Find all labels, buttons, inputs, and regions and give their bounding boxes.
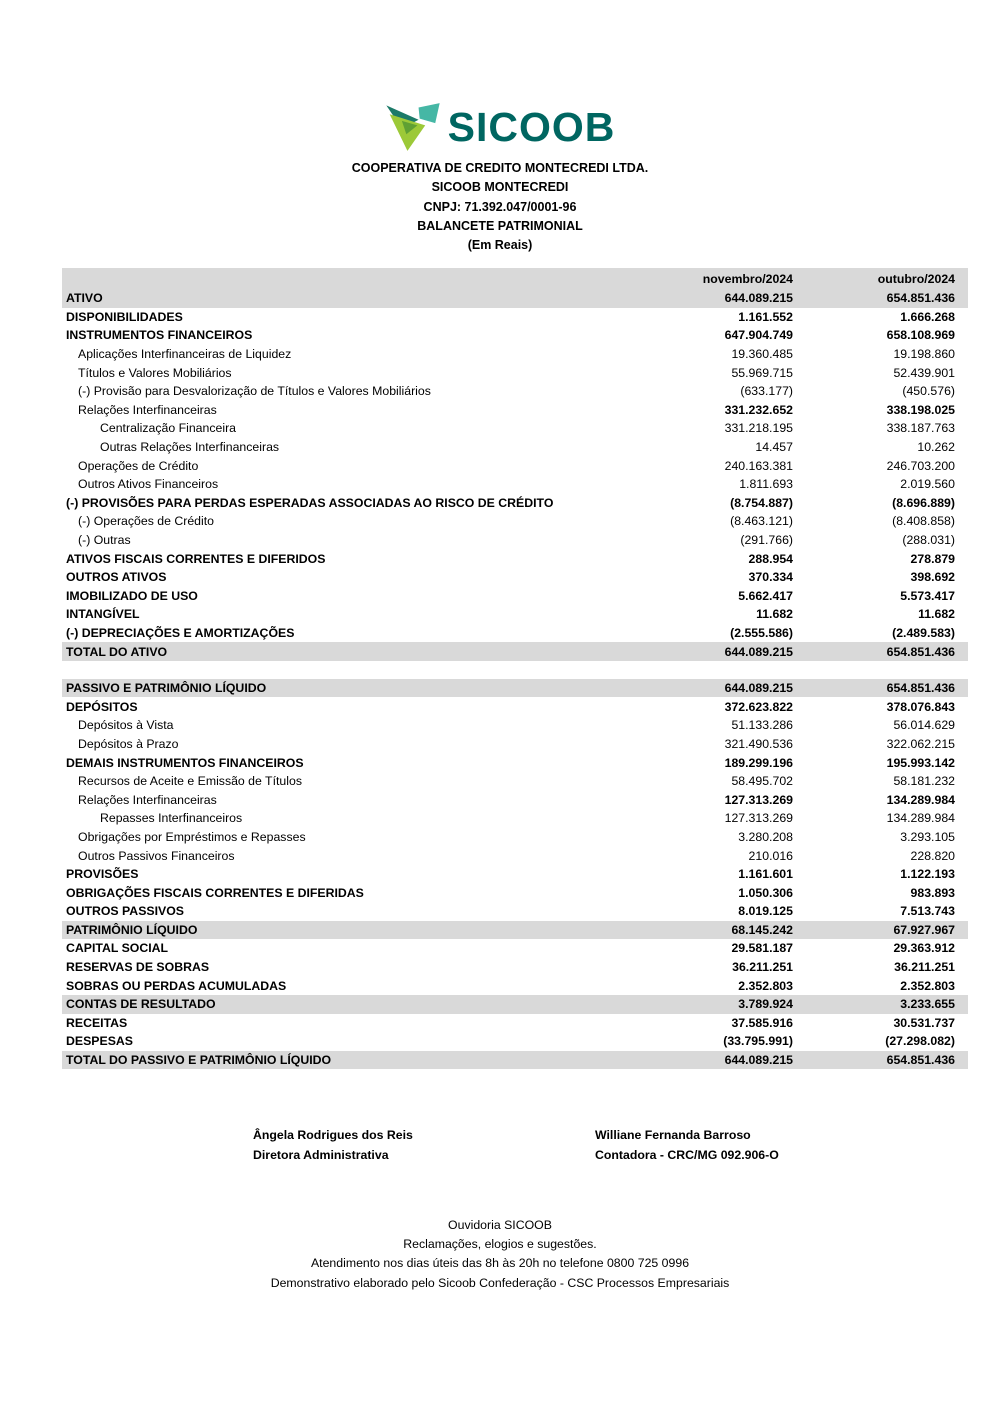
value-novembro: (2.555.586)	[730, 625, 793, 640]
company-name: COOPERATIVA DE CREDITO MONTECREDI LTDA.	[351, 161, 649, 175]
row-label: RECEITAS	[66, 1015, 128, 1030]
value-outubro: 654.851.436	[886, 1053, 955, 1068]
footer-line-ouvidoria: Ouvidoria SICOOB	[448, 1218, 552, 1232]
value-outubro: (8.696.889)	[892, 495, 955, 510]
value-outubro: 195.993.142	[886, 755, 955, 770]
value-novembro: 58.495.702	[731, 774, 793, 789]
cooperative-name: SICOOB MONTECREDI	[431, 180, 569, 195]
table-row	[62, 921, 968, 940]
value-outubro: 983.893	[910, 885, 955, 900]
value-novembro: 644.089.215	[724, 1053, 793, 1068]
row-label: Relações Interfinanceiras	[78, 402, 217, 417]
footer-line-reclamacoes: Reclamações, elogios e sugestões.	[403, 1237, 597, 1252]
table-body	[62, 289, 968, 1069]
signature-left	[253, 1126, 413, 1165]
signature-right-role: Contadora - CRC/MG 092.906-O	[595, 1147, 779, 1162]
table-row	[62, 549, 968, 568]
sicoob-logo-text: SICOOB	[447, 103, 616, 150]
row-label: (-) Provisão para Desvalorização de Títulos e Valores Mobiliários	[78, 384, 431, 399]
value-novembro: 8.019.125	[738, 904, 793, 919]
value-outubro: 322.062.215	[886, 736, 955, 751]
row-label: DESPESAS	[66, 1034, 133, 1049]
value-novembro: (33.795.991)	[723, 1034, 793, 1049]
value-novembro: 644.089.215	[724, 291, 793, 306]
value-outubro: 1.122.193	[900, 867, 955, 882]
footer-block	[0, 1216, 1000, 1293]
value-novembro: 1.811.693	[739, 477, 793, 492]
row-label: INSTRUMENTOS FINANCEIROS	[66, 328, 253, 343]
document-header	[0, 159, 1000, 255]
value-novembro: 370.334	[748, 570, 793, 585]
signature-left-role: Diretora Administrativa	[253, 1147, 389, 1162]
row-label: PROVISÕES	[66, 867, 139, 882]
table-row	[62, 512, 968, 531]
value-novembro: 55.969.715	[731, 365, 793, 380]
value-outubro: 3.293.105	[900, 829, 955, 844]
table-row	[62, 939, 968, 958]
value-novembro: 1.161.601	[738, 867, 793, 882]
table-row	[62, 902, 968, 921]
value-outubro: 654.851.436	[886, 644, 955, 659]
value-novembro: 14.457	[755, 440, 793, 455]
value-outubro: 134.289.984	[886, 811, 955, 826]
row-label: ATIVOS FISCAIS CORRENTES E DIFERIDOS	[66, 551, 326, 566]
table-row	[62, 382, 968, 401]
value-outubro: 228.820	[910, 848, 955, 863]
value-novembro: 51.133.286	[731, 718, 793, 733]
row-label: Outras Relações Interfinanceiras	[100, 440, 280, 455]
signature-right	[595, 1126, 779, 1165]
sicoob-logo-icon	[385, 102, 441, 152]
value-novembro: (8.754.887)	[730, 495, 793, 510]
table-row	[62, 605, 968, 624]
value-outubro: 11.682	[918, 607, 955, 622]
table-row	[62, 1032, 968, 1051]
value-novembro: 1.050.306	[738, 885, 793, 900]
table-row	[62, 401, 968, 420]
value-outubro: 2.352.803	[900, 978, 955, 993]
row-label: RESERVAS DE SOBRAS	[66, 960, 210, 975]
row-label: OUTROS ATIVOS	[66, 570, 167, 585]
value-outubro: 378.076.843	[886, 699, 955, 714]
value-outubro: 58.181.232	[893, 774, 955, 789]
row-label: Depósitos à Prazo	[78, 736, 179, 751]
value-novembro: 68.145.242	[731, 922, 793, 937]
value-outubro: 52.439.901	[893, 365, 955, 380]
row-label: ATIVO	[66, 291, 103, 306]
row-label: Depósitos à Vista	[78, 718, 174, 733]
table-row	[62, 753, 968, 772]
value-outubro: 246.703.200	[886, 458, 955, 473]
table-row	[62, 865, 968, 884]
table-row	[62, 790, 968, 809]
value-novembro: 644.089.215	[724, 644, 793, 659]
row-label: TOTAL DO PASSIVO E PATRIMÔNIO LÍQUIDO	[66, 1053, 332, 1068]
row-label: PASSIVO E PATRIMÔNIO LÍQUIDO	[66, 681, 267, 696]
signature-right-name: Williane Fernanda Barroso	[595, 1128, 751, 1142]
row-label: DEPÓSITOS	[66, 699, 138, 714]
column-header-outubro: outubro/2024	[877, 271, 955, 286]
value-novembro: 3.280.208	[738, 829, 793, 844]
value-outubro: 56.014.629	[893, 718, 955, 733]
row-label: INTANGÍVEL	[66, 607, 140, 622]
value-outubro: 658.108.969	[886, 328, 955, 343]
value-novembro: (8.463.121)	[730, 514, 793, 529]
value-outubro: 67.927.967	[893, 922, 955, 937]
value-novembro: 1.161.552	[738, 309, 793, 324]
row-label: OBRIGAÇÕES FISCAIS CORRENTES E DIFERIDAS	[66, 885, 364, 900]
row-label: Repasses Interfinanceiros	[100, 811, 243, 826]
value-outubro: 30.531.737	[893, 1015, 955, 1030]
document-title: BALANCETE PATRIMONIAL	[417, 218, 583, 233]
value-outubro: 278.879	[910, 551, 955, 566]
value-outubro: 398.692	[910, 570, 955, 585]
table-row	[62, 587, 968, 606]
table-row	[62, 679, 968, 698]
value-novembro: 29.581.187	[731, 941, 793, 956]
value-novembro: 36.211.251	[732, 960, 793, 975]
table-row	[62, 438, 968, 457]
value-outubro: 36.211.251	[894, 960, 955, 975]
table-row	[62, 308, 968, 327]
row-label: Relações Interfinanceiras	[78, 792, 217, 807]
value-novembro: (633.177)	[740, 384, 793, 399]
row-label: Aplicações Interfinanceiras de Liquidez	[78, 347, 292, 362]
table-row	[62, 772, 968, 791]
footer-line-demonstrativo: Demonstrativo elaborado pelo Sicoob Confederação - CSC Processos Empresariais	[270, 1275, 730, 1290]
value-outubro: 338.187.763	[886, 421, 955, 436]
signature-left-name: Ângela Rodrigues dos Reis	[253, 1128, 413, 1142]
value-outubro: (8.408.858)	[892, 514, 955, 529]
table-row	[62, 1014, 968, 1033]
table-row	[62, 1051, 968, 1070]
table-row	[62, 326, 968, 345]
table-row	[62, 456, 968, 475]
value-outubro: 654.851.436	[886, 291, 955, 306]
value-novembro: 288.954	[748, 551, 793, 566]
value-novembro: 19.360.485	[731, 347, 793, 362]
table-row	[62, 531, 968, 550]
row-label: DEMAIS INSTRUMENTOS FINANCEIROS	[66, 755, 304, 770]
value-outubro: 1.666.268	[900, 309, 955, 324]
table-row	[62, 363, 968, 382]
table-section-gap	[62, 661, 968, 679]
value-novembro: 127.313.269	[724, 811, 793, 826]
value-outubro: 19.198.860	[893, 347, 955, 362]
value-novembro: 189.299.196	[724, 755, 793, 770]
row-label: OUTROS PASSIVOS	[66, 904, 184, 919]
table-row	[62, 828, 968, 847]
row-label: PATRIMÔNIO LÍQUIDO	[66, 922, 198, 937]
table-row	[62, 883, 968, 902]
row-label: Centralização Financeira	[100, 421, 237, 436]
table-row	[62, 289, 968, 308]
value-novembro: 331.218.195	[724, 421, 793, 436]
row-label: Outros Ativos Financeiros	[78, 477, 219, 492]
value-novembro: 37.585.916	[731, 1015, 793, 1030]
value-novembro: (291.766)	[740, 533, 793, 548]
value-outubro: 654.851.436	[886, 681, 955, 696]
value-outubro: 338.198.025	[886, 402, 955, 417]
value-outubro: (450.576)	[902, 384, 955, 399]
row-label: Recursos de Aceite e Emissão de Títulos	[78, 774, 302, 789]
row-label: IMOBILIZADO DE USO	[66, 588, 198, 603]
row-label: Outros Passivos Financeiros	[78, 848, 235, 863]
row-label: CONTAS DE RESULTADO	[66, 997, 216, 1012]
value-outubro: 134.289.984	[886, 792, 955, 807]
balance-table	[62, 268, 968, 1069]
row-label: (-) DEPRECIAÇÕES E AMORTIZAÇÕES	[66, 625, 295, 640]
column-header-novembro: novembro/2024	[702, 271, 793, 286]
row-label: Operações de Crédito	[78, 458, 199, 473]
row-label: TOTAL DO ATIVO	[66, 644, 168, 659]
row-label: DISPONIBILIDADES	[66, 309, 183, 324]
row-label: SOBRAS OU PERDAS ACUMULADAS	[66, 978, 287, 993]
value-novembro: 331.232.652	[724, 402, 793, 417]
table-row	[62, 716, 968, 735]
table-row	[62, 735, 968, 754]
value-novembro: 3.789.924	[738, 997, 793, 1012]
value-novembro: 647.904.749	[724, 328, 793, 343]
table-row	[62, 809, 968, 828]
value-novembro: 2.352.803	[738, 978, 793, 993]
row-label: Títulos e Valores Mobiliários	[78, 365, 232, 380]
value-novembro: 644.089.215	[724, 681, 793, 696]
table-row	[62, 958, 968, 977]
value-outubro: (27.298.082)	[885, 1034, 955, 1049]
currency-note: (Em Reais)	[467, 238, 533, 253]
value-novembro: 127.313.269	[724, 792, 793, 807]
row-label: CAPITAL SOCIAL	[66, 941, 169, 956]
value-novembro: 210.016	[748, 848, 793, 863]
value-outubro: 5.573.417	[900, 588, 955, 603]
value-outubro: 7.513.743	[900, 904, 955, 919]
table-row	[62, 642, 968, 661]
value-outubro: 3.233.655	[900, 997, 955, 1012]
table-row	[62, 475, 968, 494]
value-novembro: 5.662.417	[738, 588, 793, 603]
table-row	[62, 624, 968, 643]
value-novembro: 11.682	[756, 607, 793, 622]
table-row	[62, 697, 968, 716]
table-row	[62, 995, 968, 1014]
cnpj: CNPJ: 71.392.047/0001-96	[423, 199, 577, 214]
table-row	[62, 846, 968, 865]
table-row	[62, 976, 968, 995]
value-novembro: 321.490.536	[724, 736, 793, 751]
table-row	[62, 568, 968, 587]
value-outubro: 29.363.912	[893, 941, 955, 956]
table-row	[62, 494, 968, 513]
value-outubro: (288.031)	[902, 533, 955, 548]
row-label: (-) Operações de Crédito	[78, 514, 215, 529]
footer-line-atendimento: Atendimento nos dias úteis das 8h às 20h no telefone 0800 725 0996	[310, 1256, 690, 1271]
row-label: Obrigações por Empréstimos e Repasses	[78, 829, 306, 844]
table-row	[62, 345, 968, 364]
value-outubro: 2.019.560	[900, 477, 955, 492]
table-row	[62, 419, 968, 438]
value-novembro: 372.623.822	[724, 699, 793, 714]
table-header-row	[62, 268, 968, 289]
value-outubro: 10.262	[917, 440, 955, 455]
sicoob-logo	[0, 98, 1000, 156]
value-outubro: (2.489.583)	[892, 625, 955, 640]
row-label: (-) PROVISÕES PARA PERDAS ESPERADAS ASSOCIADAS AO RISCO DE CRÉDITO	[66, 495, 554, 510]
value-novembro: 240.163.381	[724, 458, 793, 473]
row-label: (-) Outras	[78, 533, 131, 548]
